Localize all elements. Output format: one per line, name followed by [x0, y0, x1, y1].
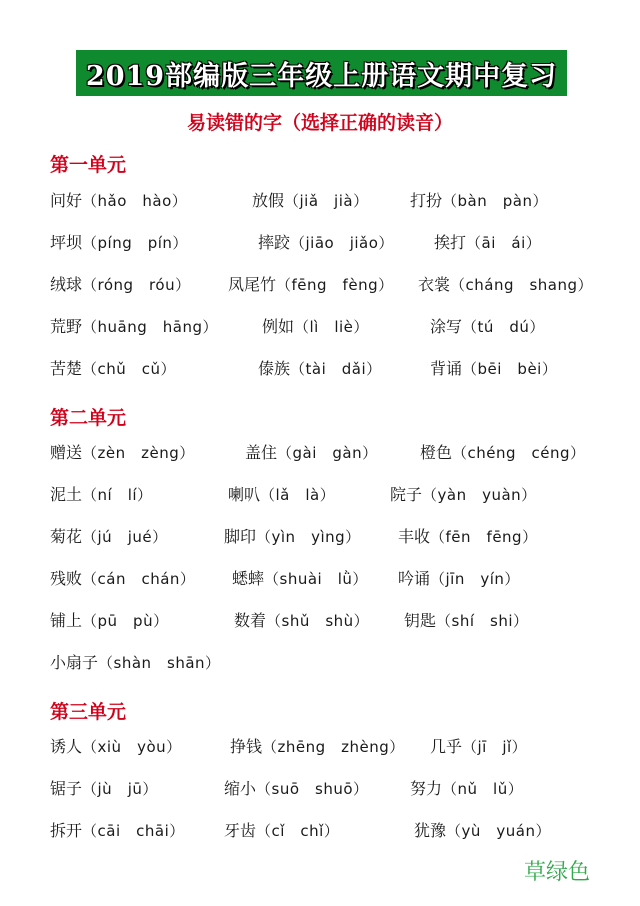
word-item [418, 273, 593, 297]
page-subtitle: 易读错的字（选择正确的读音） [186, 112, 453, 134]
word-item [50, 525, 168, 549]
word-item [50, 483, 153, 507]
word-text: 凤尾竹 [228, 275, 277, 294]
pinyin-options: （shí shi） [436, 612, 529, 630]
word-text: 菊花 [50, 527, 83, 546]
title-banner [76, 50, 567, 96]
word-text: 丰收 [398, 527, 431, 546]
word-text: 背诵 [430, 359, 463, 378]
pinyin-options: （cāi chāi） [82, 822, 185, 840]
pinyin-options: （yù yuán） [446, 822, 551, 840]
word-item [50, 609, 169, 633]
word-text: 摔跤 [258, 233, 291, 252]
word-item [232, 567, 368, 591]
word-text: 橙色 [420, 443, 453, 462]
word-item [50, 231, 188, 255]
word-item [262, 315, 369, 339]
word-text: 残败 [50, 569, 83, 588]
word-row [0, 777, 640, 801]
pinyin-options: （yàn yuàn） [422, 486, 537, 504]
pinyin-options: （cǐ chǐ） [256, 822, 340, 840]
word-row [0, 483, 640, 507]
word-text: 衣裳 [418, 275, 451, 294]
word-text: 挣钱 [230, 737, 263, 756]
word-row [0, 609, 640, 633]
pinyin-options: （jiǎ jià） [284, 192, 369, 210]
word-row [0, 189, 640, 213]
pinyin-options: （āi ái） [466, 234, 542, 252]
word-item [414, 819, 551, 843]
pinyin-options: （chéng céng） [452, 444, 586, 462]
page-title: 2019部编版三年级上册语文期中复习 [85, 60, 558, 92]
word-item [258, 357, 382, 381]
pinyin-options: （yìn yìng） [256, 528, 361, 546]
word-text: 荒野 [50, 317, 83, 336]
pinyin-options: （lǎ là） [260, 486, 336, 504]
word-item [420, 441, 586, 465]
word-item [404, 609, 529, 633]
pinyin-options: （cán chán） [82, 570, 196, 588]
word-row [0, 651, 640, 675]
word-text: 例如 [262, 317, 295, 336]
word-row [0, 357, 640, 381]
word-text: 赠送 [50, 443, 83, 462]
word-text: 拆开 [50, 821, 83, 840]
pinyin-options: （jī jǐ） [462, 738, 528, 756]
word-text: 几乎 [430, 737, 463, 756]
word-item [50, 819, 185, 843]
pinyin-options: （jú jué） [82, 528, 168, 546]
word-text: 锯子 [50, 779, 83, 798]
word-text: 缩小 [224, 779, 257, 798]
word-text: 放假 [252, 191, 285, 210]
word-item [430, 357, 557, 381]
unit-title: 第三单元 [50, 701, 127, 723]
pinyin-options: （pū pù） [82, 612, 169, 630]
word-text: 牙齿 [224, 821, 257, 840]
word-row [0, 441, 640, 465]
word-item [258, 231, 394, 255]
unit-title: 第一单元 [50, 154, 127, 176]
word-item [234, 609, 369, 633]
word-text: 绒球 [50, 275, 83, 294]
pinyin-options: （píng pín） [82, 234, 188, 252]
pinyin-options: （jīn yín） [430, 570, 520, 588]
pinyin-options: （bēi bèi） [462, 360, 558, 378]
word-text: 小扇子 [50, 653, 99, 672]
word-row [0, 525, 640, 549]
word-item [245, 441, 378, 465]
pinyin-options: （chǔ cǔ） [82, 360, 177, 378]
word-item [224, 525, 361, 549]
pinyin-options: （shàn shān） [98, 654, 221, 672]
word-text: 钥匙 [404, 611, 437, 630]
pinyin-options: （nǔ lǔ） [442, 780, 524, 798]
pinyin-options: （gài gàn） [277, 444, 378, 462]
word-text: 坪坝 [50, 233, 83, 252]
word-item [224, 777, 369, 801]
pinyin-options: （fēng fèng） [276, 276, 394, 294]
pinyin-options: （suō shuō） [256, 780, 369, 798]
word-item [224, 819, 339, 843]
pinyin-options: （cháng shang） [450, 276, 594, 294]
word-item [50, 357, 176, 381]
pinyin-options: （hǎo hào） [82, 192, 188, 210]
word-text: 努力 [410, 779, 443, 798]
word-text: 打扮 [410, 191, 443, 210]
pinyin-options: （jiāo jiǎo） [290, 234, 394, 252]
pinyin-options: （lì liè） [294, 318, 369, 336]
word-item [430, 315, 545, 339]
word-text: 犹豫 [414, 821, 447, 840]
word-item [398, 525, 538, 549]
pinyin-options: （zèn zèng） [82, 444, 195, 462]
word-text: 盖住 [245, 443, 278, 462]
word-text: 诱人 [50, 737, 83, 756]
pinyin-options: （bàn pàn） [442, 192, 548, 210]
word-text: 脚印 [224, 527, 257, 546]
word-text: 蟋蟀 [232, 569, 265, 588]
word-item [228, 273, 394, 297]
word-item [228, 483, 335, 507]
word-text: 喇叭 [228, 485, 261, 504]
unit-title: 第二单元 [50, 407, 127, 429]
word-text: 数着 [234, 611, 267, 630]
word-item [50, 189, 187, 213]
word-item [410, 189, 548, 213]
pinyin-options: （huāng hāng） [82, 318, 218, 336]
word-item [50, 273, 191, 297]
pinyin-options: （zhēng zhèng） [262, 738, 405, 756]
word-text: 苦楚 [50, 359, 83, 378]
word-item [410, 777, 523, 801]
pinyin-options: （shuài lǜ） [264, 570, 368, 588]
watermark: 草绿色 [523, 860, 590, 885]
pinyin-options: （xiù yòu） [82, 738, 182, 756]
word-text: 院子 [390, 485, 423, 504]
word-item [252, 189, 369, 213]
word-item [50, 735, 182, 759]
word-text: 问好 [50, 191, 83, 210]
pinyin-options: （ní lí） [82, 486, 153, 504]
word-row [0, 819, 640, 843]
pinyin-options: （jù jū） [82, 780, 158, 798]
word-item [390, 483, 537, 507]
word-row [0, 735, 640, 759]
word-text: 涂写 [430, 317, 463, 336]
word-row [0, 273, 640, 297]
pinyin-options: （shǔ shù） [266, 612, 370, 630]
word-row [0, 231, 640, 255]
word-text: 泥土 [50, 485, 83, 504]
word-text: 吟诵 [398, 569, 431, 588]
pinyin-options: （tài dǎi） [290, 360, 382, 378]
word-text: 铺上 [50, 611, 83, 630]
word-row [0, 315, 640, 339]
word-item [50, 441, 195, 465]
word-row [0, 567, 640, 591]
word-item [230, 735, 405, 759]
word-item [50, 777, 158, 801]
pinyin-options: （fēn fēng） [430, 528, 538, 546]
word-item [50, 651, 221, 675]
word-item [398, 567, 520, 591]
word-text: 傣族 [258, 359, 291, 378]
word-item [430, 735, 527, 759]
pinyin-options: （róng róu） [82, 276, 191, 294]
word-item [50, 315, 218, 339]
word-item [50, 567, 195, 591]
word-text: 挨打 [434, 233, 467, 252]
word-item [434, 231, 541, 255]
pinyin-options: （tú dú） [462, 318, 545, 336]
